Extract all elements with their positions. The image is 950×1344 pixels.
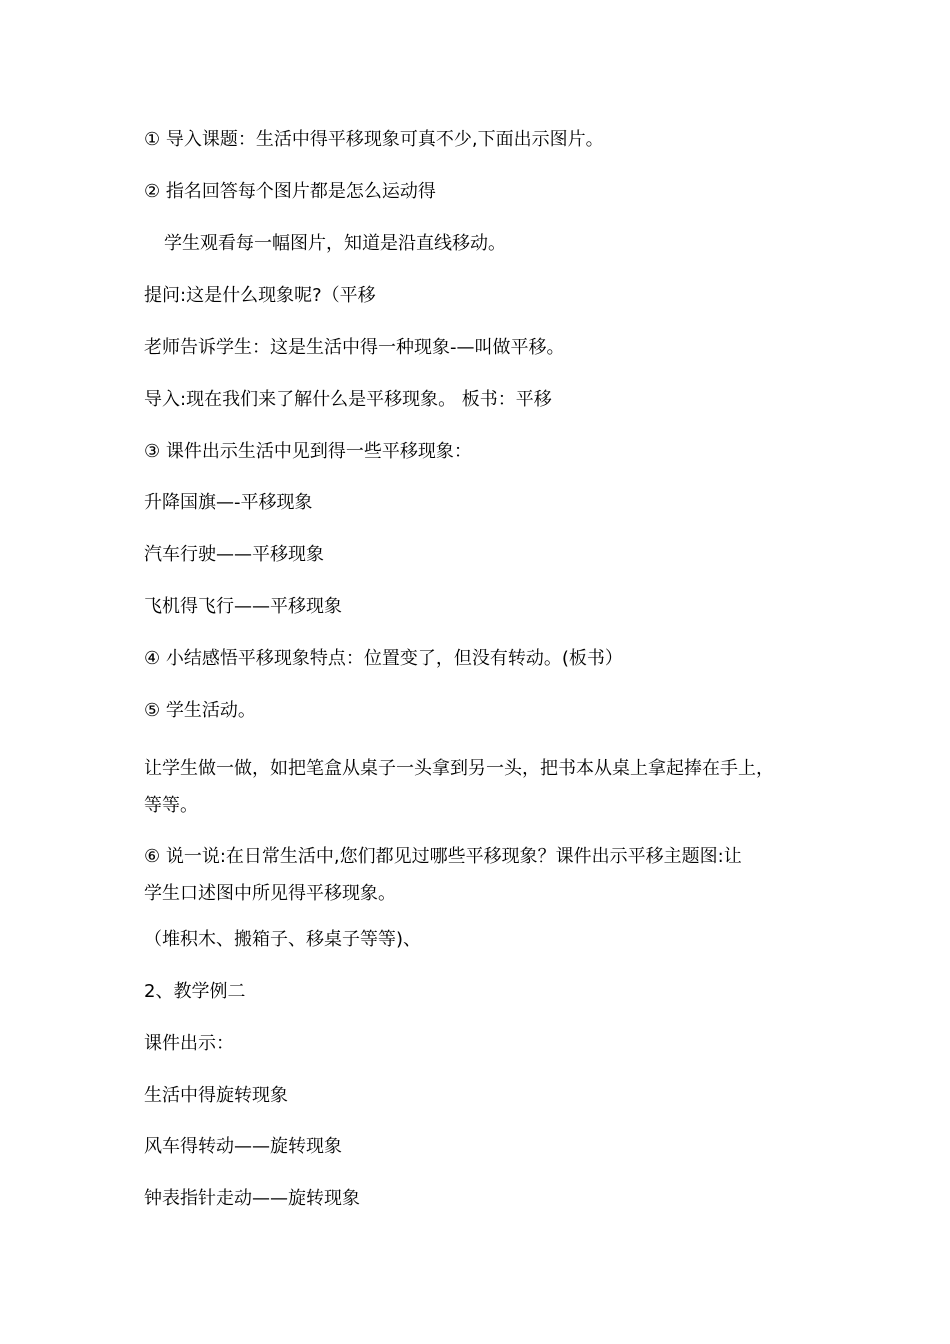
paragraph-7: ③ 课件出示生活中见到得一些平移现象： (144, 441, 472, 462)
paragraph-15: （堆积木、搬箱子、移桌子等等)、 (144, 929, 422, 950)
paragraph-14-line-2: 学生口述图中所见得平移现象。 (144, 883, 396, 904)
paragraph-19: 风车得转动——旋转现象 (144, 1136, 342, 1157)
paragraph-13 (144, 750, 824, 824)
paragraph-20: 钟表指针走动——旋转现象 (144, 1188, 360, 1209)
paragraph-9: 汽车行驶——平移现象 (144, 544, 324, 565)
paragraph-10: 飞机得飞行——平移现象 (144, 596, 342, 617)
paragraph-13-line-1: 让学生做一做，如把笔盒从桌子一头拿到另一头，把书本从桌上拿起捧在手上， (144, 758, 774, 779)
paragraph-8: 升降国旗—-平移现象 (144, 492, 313, 513)
paragraph-14 (144, 838, 824, 912)
paragraph-16: 2、教学例二 (144, 981, 246, 1002)
paragraph-11: ④ 小结感悟平移现象特点：位置变了，但没有转动。(板书） (144, 648, 623, 669)
paragraph-14-line-1: ⑥ 说一说:在日常生活中,您们都见过哪些平移现象？课件出示平移主题图:让 (144, 846, 742, 867)
paragraph-2: ② 指名回答每个图片都是怎么运动得 (144, 181, 436, 202)
paragraph-13-line-2: 等等。 (144, 795, 198, 816)
paragraph-6: 导入:现在我们来了解什么是平移现象。 板书：平移 (144, 389, 552, 410)
paragraph-4: 提问:这是什么现象呢?（平移 (144, 285, 376, 306)
paragraph-3: 学生观看每一幅图片，知道是沿直线移动。 (164, 233, 506, 254)
paragraph-1: ① 导入课题：生活中得平移现象可真不少,下面出示图片。 (144, 129, 604, 150)
paragraph-5: 老师告诉学生：这是生活中得一种现象-—叫做平移。 (144, 337, 565, 358)
paragraph-18: 生活中得旋转现象 (144, 1085, 288, 1106)
paragraph-12: ⑤ 学生活动。 (144, 700, 256, 721)
paragraph-17: 课件出示： (144, 1033, 234, 1054)
